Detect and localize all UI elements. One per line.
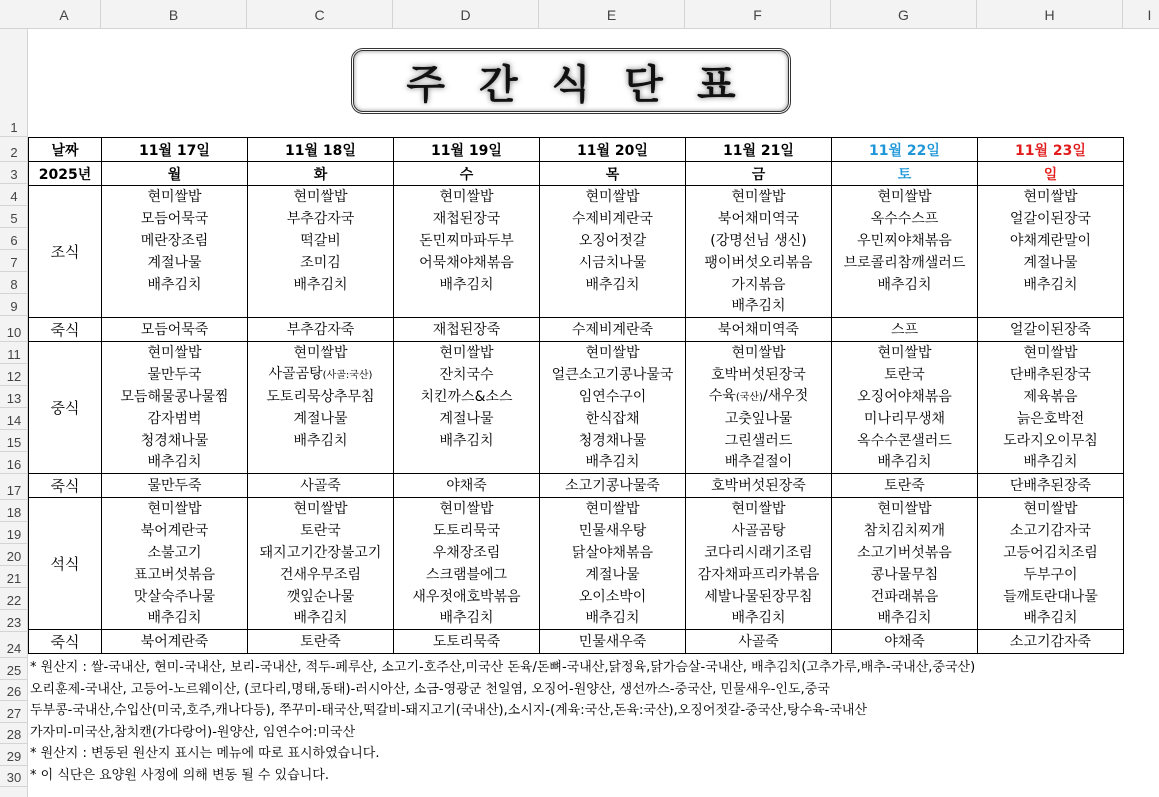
lunch-menu-cell[interactable] xyxy=(394,452,540,474)
dinner-menu-cell[interactable]: 맛살숙주나물 xyxy=(102,586,248,608)
origin-note[interactable]: 오리훈제-국내산, 고등어-노르웨이산, (코다리,명태,동태)-러시아산, 소금-영광군 천일염, 오징어-원양산, 생선까스-중국산, 민물새우-인도,중국 xyxy=(30,681,830,697)
breakfast-menu-cell[interactable]: 현미쌀밥 xyxy=(394,186,540,208)
lunch-menu-cell[interactable]: 수육(국산)/새우젓 xyxy=(686,386,832,408)
lunch-menu-cell[interactable]: 그린샐러드 xyxy=(686,430,832,452)
day-cell[interactable]: 수 xyxy=(394,162,540,186)
dinner-menu-cell[interactable]: 배추김치 xyxy=(248,608,394,630)
date-cell[interactable]: 11월 21일 xyxy=(686,138,832,162)
row-header-5[interactable]: 5 xyxy=(0,206,28,228)
porridge-menu-cell[interactable]: 소고기콩나물죽 xyxy=(540,474,686,498)
date-cell[interactable]: 11월 17일 xyxy=(102,138,248,162)
porridge-menu-cell[interactable]: 민물새우죽 xyxy=(540,630,686,654)
dinner-menu-cell[interactable]: 북어계란국 xyxy=(102,520,248,542)
dinner-menu-cell[interactable]: 소고기버섯볶음 xyxy=(832,542,978,564)
column-header-i[interactable]: I xyxy=(1123,0,1159,29)
dinner-menu-cell[interactable]: 배추김치 xyxy=(394,608,540,630)
porridge-menu-cell[interactable]: 북어채미역죽 xyxy=(686,318,832,342)
breakfast-menu-cell[interactable]: 돈민찌마파두부 xyxy=(394,230,540,252)
lunch-menu-cell[interactable]: 배추김치 xyxy=(394,430,540,452)
row-header-1[interactable]: 1 xyxy=(0,29,28,137)
dinner-menu-cell[interactable]: 현미쌀밥 xyxy=(394,498,540,520)
lunch-menu-cell[interactable]: 감자범벅 xyxy=(102,408,248,430)
lunch-menu-cell[interactable]: 도라지오이무침 xyxy=(978,430,1124,452)
breakfast-menu-cell[interactable] xyxy=(540,296,686,318)
lunch-menu-cell[interactable]: 현미쌀밥 xyxy=(540,342,686,364)
lunch-menu-cell[interactable]: 배추김치 xyxy=(248,430,394,452)
breakfast-menu-cell[interactable]: 배추김치 xyxy=(102,274,248,296)
porridge-menu-cell[interactable]: 단배추된장죽 xyxy=(978,474,1124,498)
breakfast-menu-cell[interactable]: 우민찌야채볶음 xyxy=(832,230,978,252)
menu-change-note[interactable]: * 이 식단은 요양원 사정에 의해 변동 될 수 있습니다. xyxy=(30,767,329,783)
dinner-menu-cell[interactable]: 소고기감자국 xyxy=(978,520,1124,542)
breakfast-menu-cell[interactable]: 배추김치 xyxy=(686,296,832,318)
row-header-9[interactable]: 9 xyxy=(0,294,28,316)
porridge-menu-cell[interactable]: 사골죽 xyxy=(248,474,394,498)
breakfast-menu-cell[interactable]: 배추김치 xyxy=(540,274,686,296)
breakfast-menu-cell[interactable]: 배추김치 xyxy=(248,274,394,296)
porridge-menu-cell[interactable]: 소고기감자죽 xyxy=(978,630,1124,654)
lunch-menu-cell[interactable] xyxy=(248,452,394,474)
lunch-menu-cell[interactable]: 오징어야채볶음 xyxy=(832,386,978,408)
lunch-menu-cell[interactable]: 도토리묵상추무침 xyxy=(248,386,394,408)
lunch-menu-cell[interactable]: 청경채나물 xyxy=(540,430,686,452)
column-header-e[interactable]: E xyxy=(539,0,685,29)
row-header-20[interactable]: 20 xyxy=(0,544,28,566)
row-header-4[interactable]: 4 xyxy=(0,184,28,206)
dinner-menu-cell[interactable]: 표고버섯볶음 xyxy=(102,564,248,586)
dinner-menu-cell[interactable]: 현미쌀밥 xyxy=(832,498,978,520)
row-header-17[interactable]: 17 xyxy=(0,474,28,500)
breakfast-menu-cell[interactable]: 메란장조림 xyxy=(102,230,248,252)
menu-table xyxy=(28,137,1124,654)
lunch-menu-cell[interactable]: 현미쌀밥 xyxy=(686,342,832,364)
day-cell[interactable]: 금 xyxy=(686,162,832,186)
dinner-menu-cell[interactable]: 세발나물된장무침 xyxy=(686,586,832,608)
column-header-g[interactable]: G xyxy=(831,0,977,29)
lunch-menu-cell[interactable]: 배추김치 xyxy=(102,452,248,474)
column-header-h[interactable]: H xyxy=(977,0,1123,29)
dinner-menu-cell[interactable]: 계절나물 xyxy=(540,564,686,586)
breakfast-menu-cell[interactable]: 조미김 xyxy=(248,252,394,274)
breakfast-label-cell[interactable]: 조식 xyxy=(29,186,102,318)
lunch-menu-cell[interactable]: 한식잡채 xyxy=(540,408,686,430)
porridge-menu-cell[interactable]: 부추감자죽 xyxy=(248,318,394,342)
breakfast-menu-cell[interactable]: 배추김치 xyxy=(394,274,540,296)
day-cell[interactable]: 화 xyxy=(248,162,394,186)
row-header-22[interactable]: 22 xyxy=(0,588,28,610)
breakfast-menu-cell[interactable]: 떡갈비 xyxy=(248,230,394,252)
porridge-menu-cell[interactable]: 스프 xyxy=(832,318,978,342)
breakfast-menu-cell[interactable]: 수제비계란국 xyxy=(540,208,686,230)
day-cell[interactable]: 목 xyxy=(540,162,686,186)
notes-section xyxy=(30,657,1150,786)
row-header-26[interactable]: 26 xyxy=(0,680,28,702)
breakfast-menu-cell[interactable] xyxy=(102,296,248,318)
lunch-menu-cell[interactable]: 청경채나물 xyxy=(102,430,248,452)
dinner-menu-cell[interactable]: 배추김치 xyxy=(978,608,1124,630)
porridge-menu-cell[interactable]: 사골죽 xyxy=(686,630,832,654)
breakfast-menu-cell[interactable]: 현미쌀밥 xyxy=(102,186,248,208)
date-cell-saturday[interactable]: 11월 22일 xyxy=(832,138,978,162)
origin-annotation: (국산) xyxy=(735,391,763,403)
dinner-menu-cell[interactable]: 닭살야채볶음 xyxy=(540,542,686,564)
breakfast-menu-cell[interactable]: 계절나물 xyxy=(978,252,1124,274)
lunch-menu-cell[interactable]: 토란국 xyxy=(832,364,978,386)
porridge-label-cell[interactable]: 죽식 xyxy=(29,630,102,654)
porridge-menu-cell[interactable]: 호박버섯된장죽 xyxy=(686,474,832,498)
row-header-6[interactable]: 6 xyxy=(0,228,28,250)
breakfast-menu-cell[interactable]: (강명선님 생신) xyxy=(686,230,832,252)
lunch-menu-cell[interactable]: 사골곰탕(사골:국산) xyxy=(248,364,394,386)
lunch-menu-cell[interactable]: 제육볶음 xyxy=(978,386,1124,408)
dinner-menu-cell[interactable]: 배추김치 xyxy=(102,608,248,630)
dinner-menu-cell[interactable]: 배추김치 xyxy=(540,608,686,630)
dinner-menu-cell[interactable]: 건새우무조림 xyxy=(248,564,394,586)
breakfast-menu-cell[interactable]: 배추김치 xyxy=(978,274,1124,296)
breakfast-menu-cell[interactable]: 야채계란말이 xyxy=(978,230,1124,252)
dinner-menu-cell[interactable]: 민물새우탕 xyxy=(540,520,686,542)
porridge-menu-cell[interactable]: 야채죽 xyxy=(832,630,978,654)
breakfast-menu-cell[interactable]: 현미쌀밥 xyxy=(832,186,978,208)
row-header-2[interactable]: 2 xyxy=(0,137,28,162)
lunch-menu-cell[interactable]: 단배추된장국 xyxy=(978,364,1124,386)
breakfast-menu-cell[interactable]: 재첩된장국 xyxy=(394,208,540,230)
porridge-menu-cell[interactable]: 재첩된장죽 xyxy=(394,318,540,342)
lunch-menu-cell[interactable]: 미나리무생채 xyxy=(832,408,978,430)
row-header-bar xyxy=(0,29,28,797)
breakfast-menu-cell[interactable] xyxy=(978,296,1124,318)
dinner-menu-cell[interactable]: 사골곰탕 xyxy=(686,520,832,542)
origin-change-note[interactable]: * 원산지 : 변동된 원산지 표시는 메뉴에 따로 표시하였습니다. xyxy=(30,746,380,761)
origin-note[interactable]: 가자미-미국산,참치캔(가다랑어)-원양산, 임연수어:미국산 xyxy=(30,724,356,740)
row-header-19[interactable]: 19 xyxy=(0,522,28,544)
breakfast-menu-cell[interactable]: 옥수수스프 xyxy=(832,208,978,230)
date-cell-sunday[interactable]: 11월 23일 xyxy=(978,138,1124,162)
breakfast-menu-cell[interactable] xyxy=(248,296,394,318)
lunch-menu-cell[interactable]: 현미쌀밥 xyxy=(248,342,394,364)
row-header-12[interactable]: 12 xyxy=(0,364,28,386)
date-cell[interactable]: 11월 18일 xyxy=(248,138,394,162)
dinner-menu-cell[interactable]: 콩나물무침 xyxy=(832,564,978,586)
dinner-menu-cell[interactable]: 현미쌀밥 xyxy=(978,498,1124,520)
dinner-label-cell[interactable]: 석식 xyxy=(29,498,102,630)
column-header-f[interactable]: F xyxy=(685,0,831,29)
row-header-18[interactable]: 18 xyxy=(0,500,28,522)
row-header-16[interactable]: 16 xyxy=(0,452,28,474)
dinner-menu-cell[interactable]: 두부구이 xyxy=(978,564,1124,586)
day-cell-sunday[interactable]: 일 xyxy=(978,162,1124,186)
date-cell[interactable]: 11월 19일 xyxy=(394,138,540,162)
dinner-menu-cell[interactable]: 돼지고기간장불고기 xyxy=(248,542,394,564)
dinner-menu-cell[interactable]: 들깨토란대나물 xyxy=(978,586,1124,608)
lunch-menu-cell[interactable]: 배추김치 xyxy=(832,452,978,474)
breakfast-menu-cell[interactable]: 팽이버섯오리볶음 xyxy=(686,252,832,274)
lunch-menu-cell[interactable]: 잔치국수 xyxy=(394,364,540,386)
breakfast-menu-cell[interactable]: 배추김치 xyxy=(832,274,978,296)
lunch-menu-cell[interactable]: 현미쌀밥 xyxy=(102,342,248,364)
porridge-menu-cell[interactable]: 물만두죽 xyxy=(102,474,248,498)
row-header-27[interactable]: 27 xyxy=(0,701,28,723)
lunch-menu-cell[interactable]: 배추겉절이 xyxy=(686,452,832,474)
dinner-menu-cell[interactable]: 현미쌀밥 xyxy=(248,498,394,520)
origin-note[interactable]: * 원산지 : 쌀-국내산, 현미-국내산, 보리-국내산, 적두-페루산, 소고기-호주산,미국산 돈육/돈뼈-국내산,닭정육,닭가슴살-국내산, 배추김치(고추가루,배추-국내산,중국산) xyxy=(30,660,976,675)
breakfast-menu-cell[interactable]: 현미쌀밥 xyxy=(978,186,1124,208)
day-cell-saturday[interactable]: 토 xyxy=(832,162,978,186)
dinner-menu-cell[interactable]: 스크램블에그 xyxy=(394,564,540,586)
row-header-15[interactable]: 15 xyxy=(0,430,28,452)
porridge-menu-cell[interactable]: 도토리묵죽 xyxy=(394,630,540,654)
breakfast-menu-cell[interactable] xyxy=(394,296,540,318)
dinner-menu-cell[interactable]: 감자채파프리카볶음 xyxy=(686,564,832,586)
row-header-13[interactable]: 13 xyxy=(0,386,28,408)
breakfast-menu-cell[interactable]: 브로콜리참깨샐러드 xyxy=(832,252,978,274)
row-header-28[interactable]: 28 xyxy=(0,723,28,745)
breakfast-menu-cell[interactable]: 얼갈이된장국 xyxy=(978,208,1124,230)
date-label-cell[interactable]: 날짜 xyxy=(29,138,102,162)
lunch-menu-cell[interactable]: 현미쌀밥 xyxy=(978,342,1124,364)
row-header-11[interactable]: 11 xyxy=(0,342,28,364)
column-header-d[interactable]: D xyxy=(393,0,539,29)
origin-note[interactable]: 두부콩-국내산,수입산(미국,호주,캐나다등), 쭈꾸미-태국산,떡갈비-돼지고기(국내산),소시지-(계육:국산,돈육:국산),오징어젓갈-중국산,탕수육-국내산 xyxy=(30,703,868,718)
lunch-menu-cell[interactable]: 배추김치 xyxy=(540,452,686,474)
side-annotation: /새우젓 xyxy=(762,387,809,404)
dinner-menu-cell[interactable]: 건파래볶음 xyxy=(832,586,978,608)
lunch-menu-cell[interactable]: 옥수수콘샐러드 xyxy=(832,430,978,452)
lunch-menu-cell[interactable]: 계절나물 xyxy=(248,408,394,430)
column-header-bar xyxy=(0,0,1159,29)
dinner-menu-cell[interactable]: 깻잎순나물 xyxy=(248,586,394,608)
column-header-a[interactable]: A xyxy=(28,0,101,29)
dinner-menu-cell[interactable]: 현미쌀밥 xyxy=(686,498,832,520)
dinner-menu-cell[interactable]: 배추김치 xyxy=(832,608,978,630)
lunch-menu-cell[interactable]: 호박버섯된장국 xyxy=(686,364,832,386)
date-cell[interactable]: 11월 20일 xyxy=(540,138,686,162)
lunch-menu-cell[interactable]: 모듬해물콩나물찜 xyxy=(102,386,248,408)
lunch-menu-cell[interactable]: 얼큰소고기콩나물국 xyxy=(540,364,686,386)
lunch-menu-cell[interactable]: 배추김치 xyxy=(978,452,1124,474)
breakfast-menu-cell[interactable]: 계절나물 xyxy=(102,252,248,274)
dinner-menu-cell[interactable]: 우채장조림 xyxy=(394,542,540,564)
porridge-menu-cell[interactable]: 수제비계란죽 xyxy=(540,318,686,342)
day-cell[interactable]: 월 xyxy=(102,162,248,186)
column-header-c[interactable]: C xyxy=(247,0,393,29)
row-header-21[interactable]: 21 xyxy=(0,566,28,588)
lunch-menu-cell[interactable]: 물만두국 xyxy=(102,364,248,386)
lunch-menu-cell[interactable]: 현미쌀밥 xyxy=(394,342,540,364)
lunch-menu-cell[interactable]: 계절나물 xyxy=(394,408,540,430)
row-header-7[interactable]: 7 xyxy=(0,250,28,272)
row-header-10[interactable]: 10 xyxy=(0,316,28,342)
breakfast-menu-cell[interactable]: 부추감자국 xyxy=(248,208,394,230)
row-header-30[interactable]: 30 xyxy=(0,766,28,788)
column-header-b[interactable]: B xyxy=(101,0,247,29)
porridge-label-cell[interactable]: 죽식 xyxy=(29,318,102,342)
dinner-menu-cell[interactable]: 배추김치 xyxy=(686,608,832,630)
year-label-cell[interactable]: 2025년 xyxy=(29,162,102,186)
dinner-menu-cell[interactable]: 새우젓애호박볶음 xyxy=(394,586,540,608)
row-header-29[interactable]: 29 xyxy=(0,744,28,766)
dinner-menu-cell[interactable]: 소불고기 xyxy=(102,542,248,564)
porridge-menu-cell[interactable]: 모듬어묵죽 xyxy=(102,318,248,342)
row-header-24[interactable]: 24 xyxy=(0,632,28,658)
lunch-menu-cell[interactable]: 현미쌀밥 xyxy=(832,342,978,364)
lunch-menu-cell[interactable]: 고춧잎나물 xyxy=(686,408,832,430)
dinner-menu-cell[interactable]: 참치김치찌개 xyxy=(832,520,978,542)
breakfast-menu-cell[interactable] xyxy=(832,296,978,318)
lunch-menu-cell[interactable]: 임연수구이 xyxy=(540,386,686,408)
porridge-label-cell[interactable]: 죽식 xyxy=(29,474,102,498)
page-title: 주간식단표 xyxy=(406,61,770,108)
breakfast-menu-cell[interactable]: 모듬어묵국 xyxy=(102,208,248,230)
lunch-menu-cell[interactable]: 치킨까스&소스 xyxy=(394,386,540,408)
breakfast-menu-cell[interactable]: 시금치나물 xyxy=(540,252,686,274)
breakfast-menu-cell[interactable]: 현미쌀밥 xyxy=(540,186,686,208)
row-header-14[interactable]: 14 xyxy=(0,408,28,430)
row-header-23[interactable]: 23 xyxy=(0,610,28,632)
porridge-menu-cell[interactable]: 토란죽 xyxy=(832,474,978,498)
breakfast-menu-cell[interactable]: 현미쌀밥 xyxy=(686,186,832,208)
row-header-8[interactable]: 8 xyxy=(0,272,28,294)
porridge-menu-cell[interactable]: 북어계란죽 xyxy=(102,630,248,654)
porridge-menu-cell[interactable]: 토란죽 xyxy=(248,630,394,654)
breakfast-menu-cell[interactable]: 오징어젓갈 xyxy=(540,230,686,252)
dinner-menu-cell[interactable]: 코다리시래기조림 xyxy=(686,542,832,564)
breakfast-menu-cell[interactable]: 가지볶음 xyxy=(686,274,832,296)
breakfast-menu-cell[interactable]: 어묵채야채볶음 xyxy=(394,252,540,274)
dinner-menu-cell[interactable]: 현미쌀밥 xyxy=(540,498,686,520)
lunch-label-cell[interactable]: 중식 xyxy=(29,342,102,474)
porridge-menu-cell[interactable]: 야채죽 xyxy=(394,474,540,498)
lunch-menu-cell[interactable]: 늙은호박전 xyxy=(978,408,1124,430)
porridge-menu-cell[interactable]: 얼갈이된장죽 xyxy=(978,318,1124,342)
row-header-3[interactable]: 3 xyxy=(0,162,28,184)
row-header-25[interactable]: 25 xyxy=(0,658,28,680)
dinner-menu-cell[interactable]: 고등어김치조림 xyxy=(978,542,1124,564)
dinner-menu-cell[interactable]: 토란국 xyxy=(248,520,394,542)
origin-annotation: (사골:국산) xyxy=(322,369,373,381)
breakfast-menu-cell[interactable]: 현미쌀밥 xyxy=(248,186,394,208)
dinner-menu-cell[interactable]: 현미쌀밥 xyxy=(102,498,248,520)
dinner-menu-cell[interactable]: 도토리묵국 xyxy=(394,520,540,542)
title-box xyxy=(351,48,791,114)
breakfast-menu-cell[interactable]: 북어채미역국 xyxy=(686,208,832,230)
dinner-menu-cell[interactable]: 오이소박이 xyxy=(540,586,686,608)
